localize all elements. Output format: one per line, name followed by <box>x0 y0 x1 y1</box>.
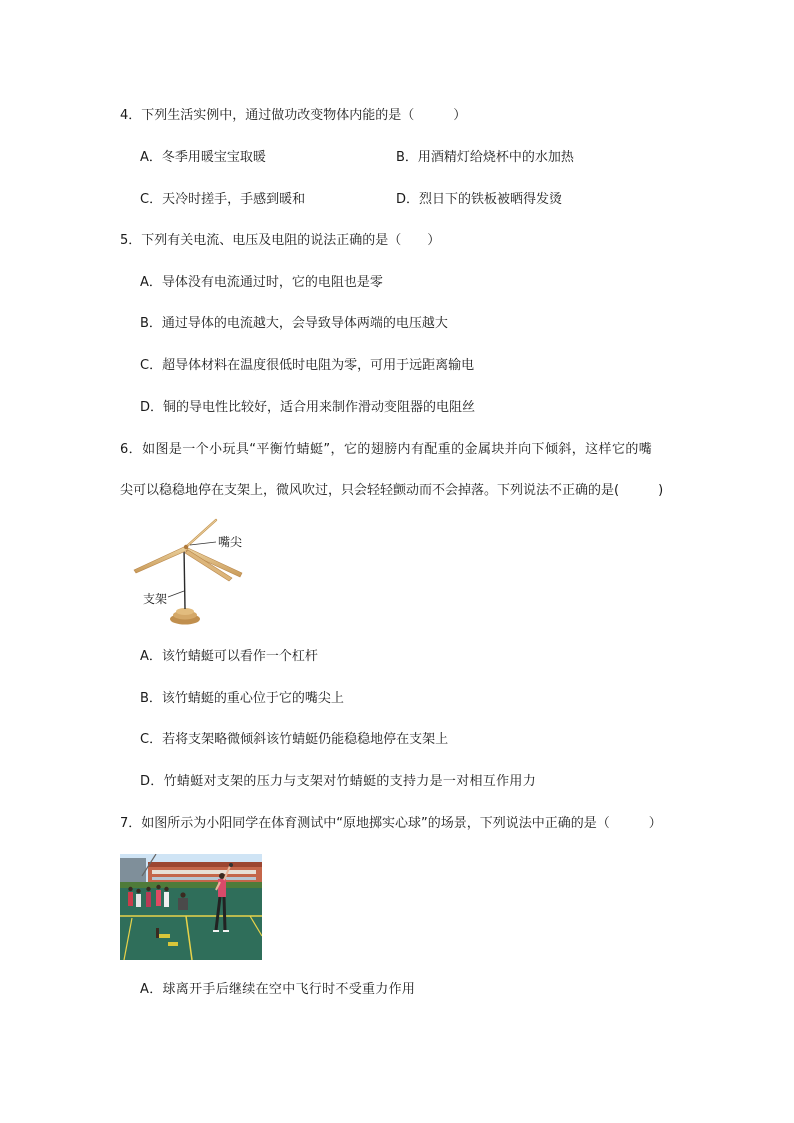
question-4-option-d: D．烈日下的铁板被晒得发烫 <box>396 192 563 207</box>
stand-pole <box>184 548 185 609</box>
question-5-option-c: C．超导体材料在温度很低时电阻为零，可用于远距离输电 <box>140 358 475 373</box>
dragonfly-right-wing-1 <box>186 548 242 577</box>
question-6-option-a: A．该竹蜻蜓可以看作一个杠杆 <box>140 649 318 664</box>
shot-put-scene <box>120 854 262 960</box>
question-6-option-d: D．竹蜻蜓对支架的压力与支架对竹蜻蜓的支持力是一对相互作用力 <box>140 774 537 789</box>
question-5-option-d: D．铜的导电性比较好，适合用来制作滑动变阻器的电阻丝 <box>140 400 476 415</box>
question-5-stem: 5．下列有关电流、电压及电阻的说法正确的是（ ） <box>120 233 441 248</box>
shot-ball <box>229 863 233 867</box>
shot-put-photo <box>120 854 262 960</box>
dragonfly-beak <box>184 545 188 549</box>
question-7-option-a: A．球离开手后继续在空中飞行时不受重力作用 <box>140 982 416 997</box>
question-6-option-c: C．若将支架略微倾斜该竹蜻蜓仍能稳稳地停在支架上 <box>140 732 449 747</box>
beak-label: 嘴尖 <box>218 535 243 549</box>
question-6-stem-line-2: 尖可以稳稳地停在支架上，微风吹过，只会轻轻颤动而不会掉落。下列说法不正确的是( ) <box>120 483 664 498</box>
question-4-stem: 4．下列生活实例中，通过做功改变物体内能的是（ ） <box>120 108 467 123</box>
dragonfly-left-wing <box>134 546 188 573</box>
question-6-stem-line-1: 6．如图是一个小玩具“平衡竹蜻蜓”，它的翅膀内有配重的金属块并向下倾斜，这样它的嘴 <box>120 442 653 457</box>
bamboo-dragonfly-figure <box>128 515 258 633</box>
stand-leader-line <box>168 591 184 597</box>
question-4-option-b: B．用酒精灯给烧杯中的水加热 <box>396 150 574 165</box>
question-5-option-b: B．通过导体的电流越大，会导致导体两端的电压越大 <box>140 316 448 331</box>
beak-leader-line <box>190 542 216 545</box>
question-5-option-a: A．导体没有电流通过时，它的电阻也是零 <box>140 275 383 290</box>
question-7-stem: 7．如图所示为小阳同学在体育测试中“原地掷实心球”的场景，下列说法中正确的是（ ） <box>120 816 662 831</box>
question-4-option-c: C．天冷时搓手，手感到暖和 <box>140 192 306 207</box>
stand-label: 支架 <box>143 592 168 606</box>
question-6-option-b: B．该竹蜻蜓的重心位于它的嘴尖上 <box>140 691 344 706</box>
question-4-option-a: A．冬季用暖宝宝取暖 <box>140 150 266 165</box>
